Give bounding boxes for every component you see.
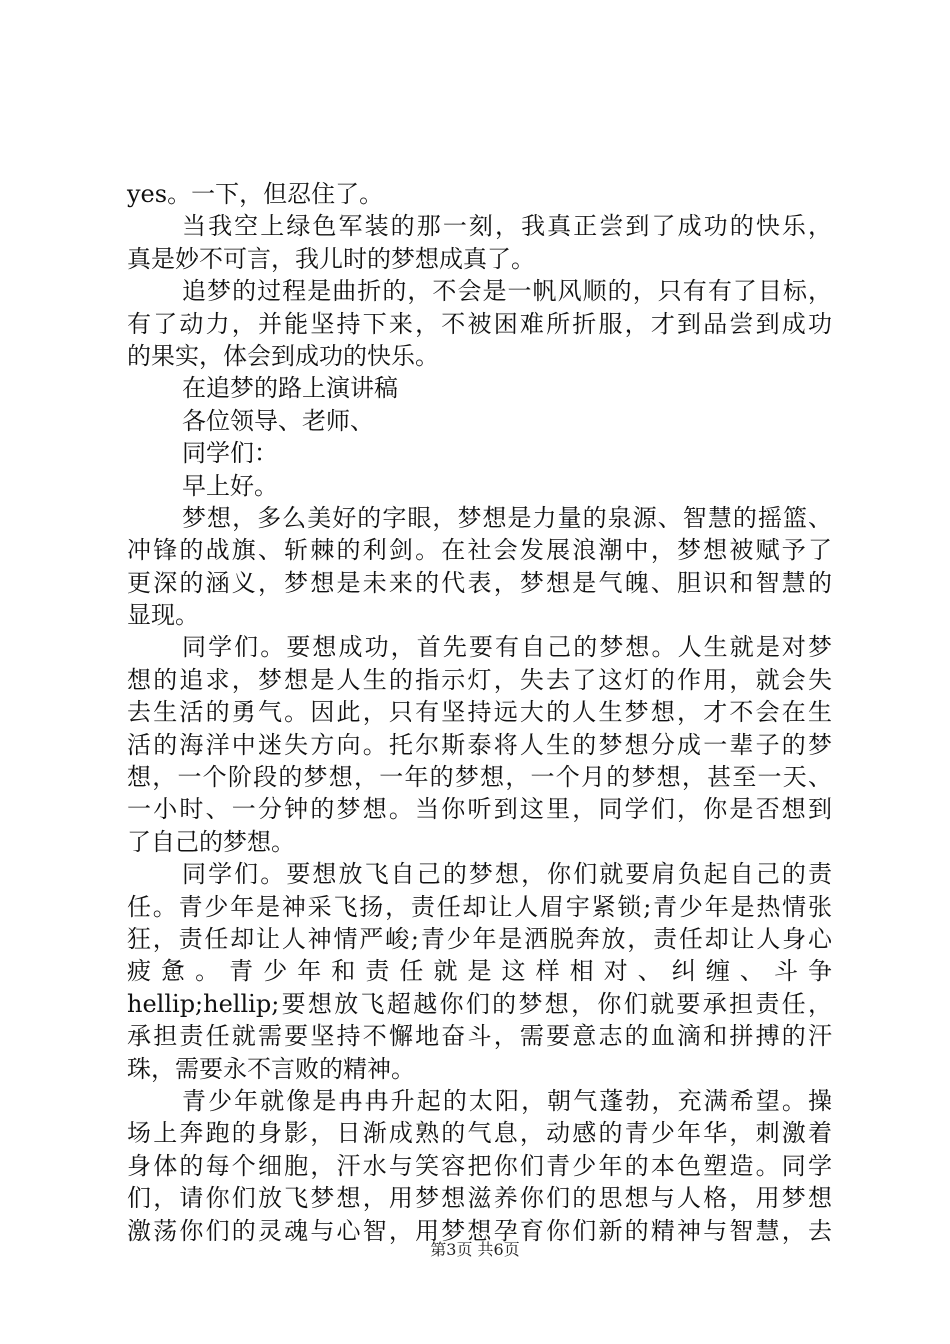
text-line: 同学们。要想放飞自己的梦想，你们就要肩负起自己的责 — [182, 860, 832, 889]
text-line: hellip;hellip;要想放飞超越你们的梦想，你们就要承担责任， — [127, 989, 832, 1018]
text-line: 的果实，体会到成功的快乐。 — [127, 341, 439, 370]
text-line: 激荡你们的灵魂与心智，用梦想孕育你们新的精神与智慧，去 — [127, 1216, 832, 1245]
text-line: 有了动力，并能坚持下来，不被困难所折服，才到品尝到成功 — [127, 309, 832, 338]
text-line: 青少年就像是冉冉升起的太阳，朝气蓬勃，充满希望。操 — [182, 1086, 832, 1115]
text-line: 一小时、一分钟的梦想。当你听到这里，同学们，你是否想到 — [127, 795, 832, 824]
text-line: 活的海洋中迷失方向。托尔斯泰将人生的梦想分成一辈子的梦 — [127, 730, 832, 759]
text-line: 在追梦的路上演讲稿 — [182, 374, 398, 403]
text-line: 身体的每个细胞，汗水与笑容把你们青少年的本色塑造。同学 — [127, 1151, 832, 1180]
text-line: 真是妙不可言，我儿时的梦想成真了。 — [127, 244, 535, 273]
text-line: yes。一下，但忍住了。 — [127, 180, 384, 208]
text-line: 梦想，多么美好的字眼，梦想是力量的泉源、智慧的摇篮、 — [182, 503, 832, 532]
text-line: 同学们。要想成功，首先要有自己的梦想。人生就是对梦 — [182, 633, 832, 662]
text-line: 当我空上绿色军装的那一刻，我真正尝到了成功的快乐， — [182, 212, 832, 241]
text-line: 同学们： — [182, 439, 278, 468]
text-line: 们，请你们放飞梦想，用梦想滋养你们的思想与人格，用梦想 — [127, 1184, 832, 1213]
text-line: 狂，责任却让人神情严峻;青少年是洒脱奔放，责任却让人身心 — [127, 924, 832, 953]
text-line: 追梦的过程是曲折的，不会是一帆风顺的，只有有了目标， — [182, 277, 832, 306]
text-line: 疲 惫 。 青 少 年 和 责 任 就 是 这 样 相 对 、 纠 缠 、 斗 争 — [127, 957, 832, 986]
text-line: 珠，需要永不言败的精神。 — [127, 1054, 415, 1083]
text-line: 去生活的勇气。因此，只有坚持远大的人生梦想，才不会在生 — [127, 698, 832, 727]
text-line: 任。青少年是神采飞扬，责任却让人眉宇紧锁;青少年是热情张 — [127, 892, 832, 921]
text-line: 场上奔跑的身影，日渐成熟的气息，动感的青少年华，刺激着 — [127, 1119, 832, 1148]
text-line: 了自己的梦想。 — [127, 827, 295, 856]
text-line: 显现。 — [127, 601, 199, 630]
text-line: 想的追求，梦想是人生的指示灯，失去了这灯的作用，就会失 — [127, 665, 832, 694]
document-body — [127, 178, 832, 1247]
text-line: 更深的涵义，梦想是未来的代表，梦想是气魄、胆识和智慧的 — [127, 568, 832, 597]
text-line: 想，一个阶段的梦想，一年的梦想，一个月的梦想，甚至一天、 — [127, 763, 832, 792]
text-line: 承担责任就需要坚持不懈地奋斗，需要意志的血滴和拼搏的汗 — [127, 1022, 832, 1051]
text-line: 冲锋的战旗、斩棘的利剑。在社会发展浪潮中，梦想被赋予了 — [127, 536, 832, 565]
page-footer: 第3页 共6页 — [430, 1240, 520, 1259]
text-line: 各位领导、老师、 — [182, 406, 374, 435]
text-line: 早上好。 — [182, 471, 278, 500]
